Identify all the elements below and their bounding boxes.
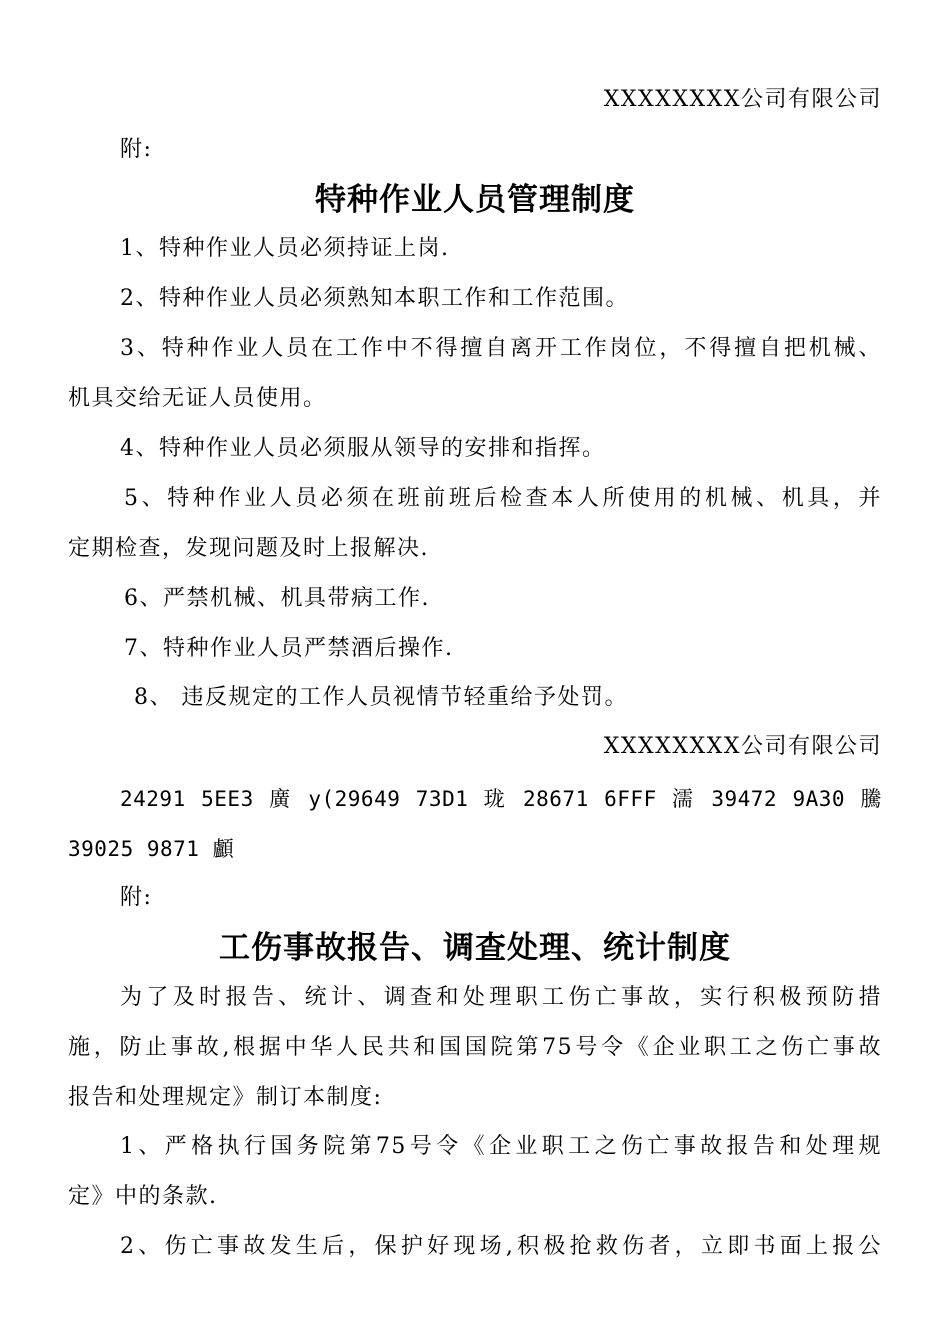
attachment-label: 附: xyxy=(120,885,153,910)
rule-item: 3、特种作业人员在工作中不得擅自离开工作岗位，不得擅自把机械、 xyxy=(120,336,882,361)
intro-paragraph-line: 报告和处理规定》制订本制度: xyxy=(68,1085,383,1110)
rule-item: 4、特种作业人员必须服从领导的安排和指挥。 xyxy=(120,436,606,461)
rule-item: 2、伤亡事故发生后，保护好现场,积极抢救伤者，立即书面上报公 xyxy=(120,1234,882,1259)
garbled-text-line: 24291 5EE3 廣 y(29649 73D1 珑 28671 6FFF 濡 39472 9A30 騰 xyxy=(120,787,882,811)
rule-item: 1、严格执行国务院第75号令《企业职工之伤亡事故报告和处理规 xyxy=(120,1134,882,1159)
intro-paragraph-line: 施，防止事故,根据中华人民共和国国院第75号令《企业职工之伤亡事故 xyxy=(68,1035,882,1060)
company-name-top: XXXXXXXX公司有限公司 xyxy=(603,87,882,112)
rule-item: 5、特种作业人员必须在班前班后检查本人所使用的机械、机具，并 xyxy=(124,486,882,511)
company-name-bottom: XXXXXXXX公司有限公司 xyxy=(603,734,882,759)
intro-paragraph-line: 为了及时报告、统计、调查和处理职工伤亡事故，实行积极预防措 xyxy=(120,985,882,1010)
attachment-label: 附: xyxy=(120,137,153,162)
rule-item-continued: 定期检查，发现问题及时上报解决. xyxy=(68,536,429,561)
rule-item: 2、特种作业人员必须熟知本职工作和工作范围。 xyxy=(120,286,629,311)
rule-item: 1、特种作业人员必须持证上岗. xyxy=(120,236,450,261)
garbled-text-line: 39025 9871 顱 xyxy=(68,837,235,861)
section-title-injury-reporting: 工伤事故报告、调查处理、统计制度 xyxy=(219,930,731,966)
rule-item-continued: 定》中的条款. xyxy=(68,1184,218,1209)
rule-item: 8、 违反规定的工作人员视情节轻重给予处罚。 xyxy=(134,685,628,710)
rule-item: 7、特种作业人员严禁酒后操作. xyxy=(124,636,454,661)
rule-item: 6、严禁机械、机具带病工作. xyxy=(124,586,430,611)
section-title-special-operations: 特种作业人员管理制度 xyxy=(315,182,635,218)
rule-item-continued: 机具交给无证人员使用。 xyxy=(68,386,327,411)
